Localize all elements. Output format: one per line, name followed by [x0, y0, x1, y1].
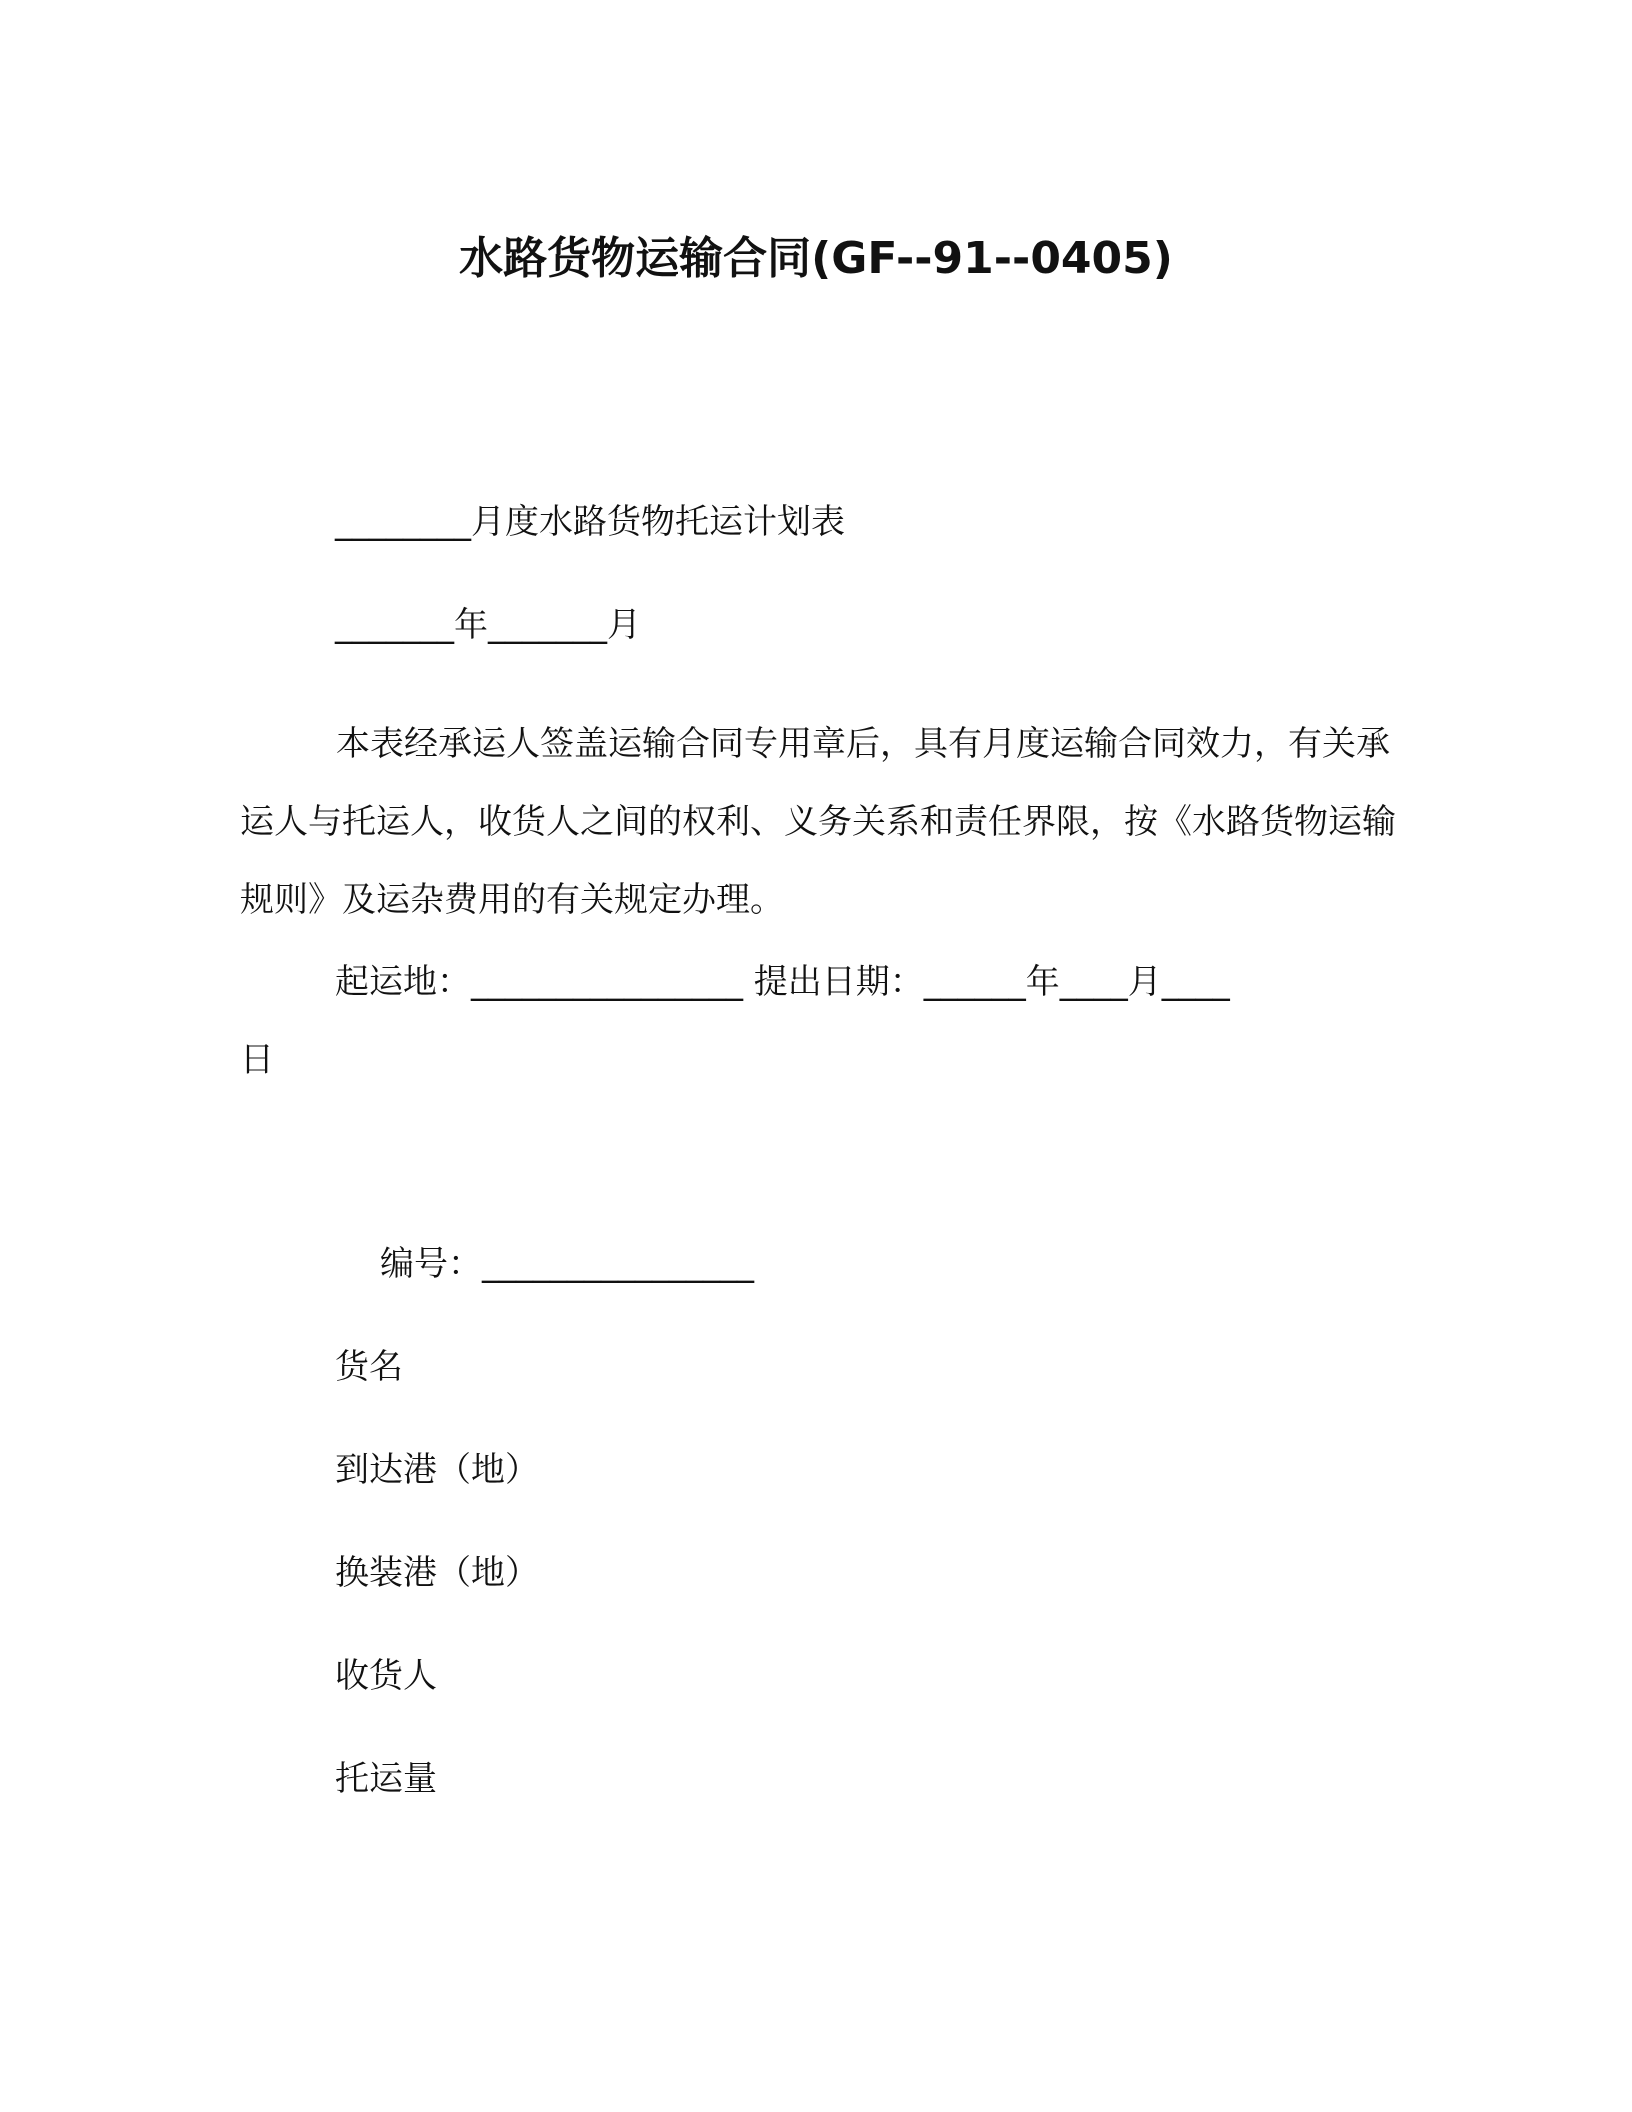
serial-number-line: 编号：________________ [380, 1244, 754, 1284]
plan-title-line: ________月度水路货物托运计划表 [335, 502, 845, 542]
field-transshipment-port: 换装港（地） [335, 1553, 539, 1593]
field-consignee: 收货人 [335, 1656, 437, 1696]
year-month-line: _______年_______月 [335, 605, 641, 645]
field-shipment-volume: 托运量 [335, 1759, 437, 1799]
origin-date-line: 起运地：________________ 提出日期：______年____月____ [335, 962, 1230, 1002]
document-title: 水路货物运输合同(GF--91--0405) [459, 233, 1173, 284]
field-arrival-port: 到达港（地） [335, 1450, 539, 1490]
body-paragraph: 本表经承运人签盖运输合同专用章后，具有月度运输合同效力，有关承运人与托运人，收货人之间的权利、义务关系和责任界限，按《水路货物运输规则》及运杂费用的有关规定办理。 [240, 724, 1396, 920]
field-cargo-name: 货名 [335, 1347, 403, 1387]
origin-date-line-cont: 日 [240, 1040, 274, 1080]
